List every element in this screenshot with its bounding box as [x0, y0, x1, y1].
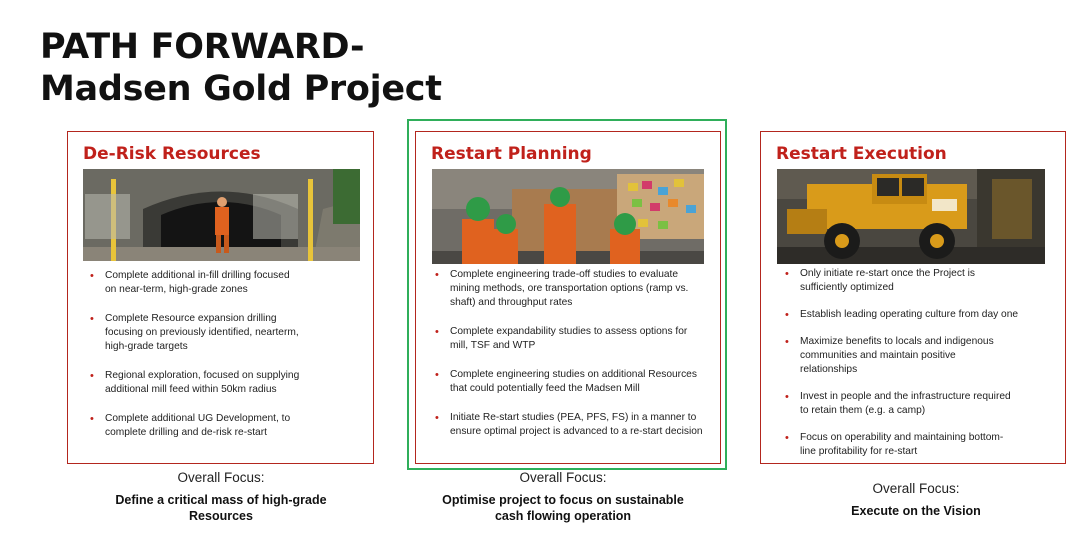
bullet-item: • Establish leading operating culture from day one: [783, 308, 1055, 322]
focus-label: Overall Focus:: [519, 470, 607, 485]
slide-title-line-2: Madsen Gold Project: [40, 69, 442, 109]
bullet-item: • Complete additional UG Development, to complete drilling and de-risk re-start: [88, 412, 303, 440]
slide-title: [40, 26, 442, 110]
card-heading: De-Risk Resources: [83, 144, 261, 164]
overall-focus-restart-planning: [432, 470, 694, 524]
bullet-item: • Only initiate re-start once the Project is sufficiently optimized: [783, 267, 1055, 295]
card-restart-execution: [760, 131, 1066, 464]
overall-focus-de-risk: [90, 470, 352, 524]
focus-label: Overall Focus:: [872, 481, 960, 496]
bullet-item: • Complete Resource expansion drilling focusing on previously identified, nearterm, high-grade targets: [88, 312, 303, 354]
focus-label: Overall Focus:: [177, 470, 265, 485]
bullet-list: [88, 269, 303, 455]
mine-portal-photo: [83, 169, 360, 261]
bullet-list: [433, 268, 705, 454]
bullet-item: • Maximize benefits to locals and indigenous communities and maintain positive relationships: [783, 335, 1055, 377]
underground-loader-photo: [777, 169, 1045, 264]
bullet-item: • Invest in people and the infrastructure required to retain them (e.g. a camp): [783, 390, 1055, 418]
focus-text: Optimise project to focus on sustainable cash flowing operation: [442, 493, 684, 523]
focus-text: Execute on the Vision: [851, 504, 981, 518]
bullet-item: • Complete engineering studies on additional Resources that could potentially feed the Madsen Mill: [433, 368, 705, 396]
slide-title-line-1: PATH FORWARD-: [40, 27, 365, 67]
card-restart-planning: [415, 131, 721, 464]
bullet-item: • Complete expandability studies to assess options for mill, TSF and WTP: [433, 325, 705, 353]
core-shack-photo: [432, 169, 704, 264]
bullet-item: • Regional exploration, focused on supplying additional mill feed within 50km radius: [88, 369, 303, 397]
bullet-list: [783, 267, 1055, 472]
bullet-item: • Complete engineering trade-off studies to evaluate mining methods, ore transportation options (ramp vs. shaft) and throughput rates: [433, 268, 705, 310]
card-heading: Restart Planning: [431, 144, 592, 164]
overall-focus-restart-execution: [785, 481, 1047, 519]
card-de-risk-resources: [67, 131, 374, 464]
focus-text: Define a critical mass of high-grade Resources: [115, 493, 327, 523]
bullet-item: • Complete additional in-fill drilling focused on near-term, high-grade zones: [88, 269, 303, 297]
bullet-item: • Focus on operability and maintaining bottom-line profitability for re-start: [783, 431, 1055, 459]
bullet-item: • Initiate Re-start studies (PEA, PFS, FS) in a manner to ensure optimal project is advanced to a re-start decision: [433, 411, 705, 439]
card-heading: Restart Execution: [776, 144, 947, 164]
